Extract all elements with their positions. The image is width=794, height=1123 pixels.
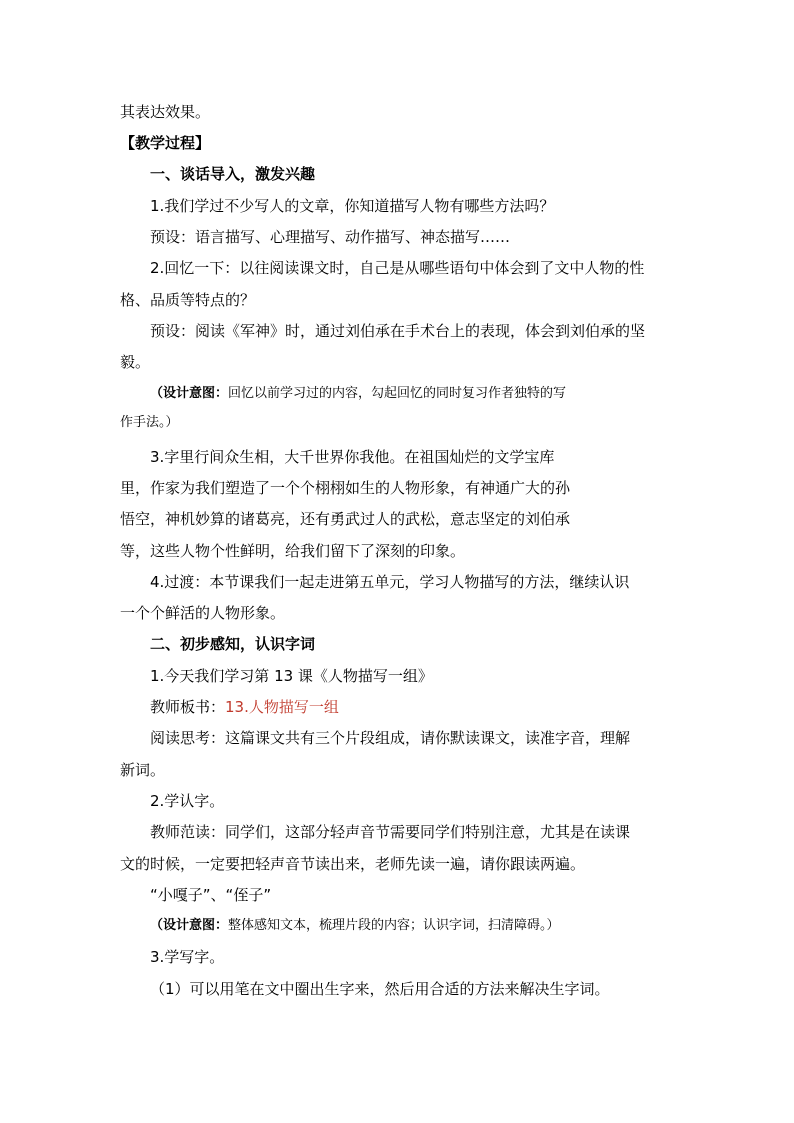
paragraph-line: 3.学写字。 xyxy=(150,948,225,966)
paragraph-line: 格、品质等特点的？ xyxy=(120,291,256,309)
design-intent-label: （设计意图： xyxy=(150,918,229,933)
paragraph-line: 教师范读：同学们，这部分轻声音节需要同学们特别注意，尤其是在读课 xyxy=(150,823,631,841)
design-intent-note xyxy=(150,916,560,936)
paragraph-line: 等，这些人物个性鲜明，给我们留下了深刻的印象。 xyxy=(120,542,466,560)
section-title: 【教学过程】 xyxy=(120,134,211,152)
part-heading: 二、初步感知，认识字词 xyxy=(150,635,316,653)
paragraph-line: 4.过渡：本节课我们一起走进第五单元，学习人物描写的方法，继续认识 xyxy=(150,573,630,591)
paragraph-line: （1）可以用笔在文中圈出生字来，然后用合适的方法来解决生字词。 xyxy=(150,980,610,998)
part-heading: 一、谈话导入，激发兴趣 xyxy=(150,165,316,183)
board-label: 教师板书： xyxy=(150,698,226,716)
paragraph-line: 其表达效果。 xyxy=(120,103,211,121)
design-intent-text: 回忆以前学习过的内容，勾起回忆的同时复习作者独特的写 xyxy=(228,386,567,401)
paragraph-line: 新词。 xyxy=(120,761,166,779)
paragraph-line: 里，作家为我们塑造了一个个栩栩如生的人物形象，有神通广大的孙 xyxy=(120,479,571,497)
design-intent-label: （设计意图： xyxy=(150,386,229,401)
board-writing-line xyxy=(150,697,339,717)
paragraph-line: “小嘎子”、“侄子” xyxy=(150,886,272,904)
paragraph-line: 一个个鲜活的人物形象。 xyxy=(120,604,286,622)
paragraph-line: 毅。 xyxy=(120,353,151,371)
paragraph-line: 3.字里行间众生相，大千世界你我他。在祖国灿烂的文学宝库 xyxy=(150,448,555,466)
paragraph-line: 悟空，神机妙算的诸葛亮，还有勇武过人的武松，意志坚定的刘伯承 xyxy=(120,510,571,528)
board-text: 13.人物描写一组 xyxy=(225,698,339,716)
paragraph-line: 2.回忆一下：以往阅读课文时，自己是从哪些语句中体会到了文中人物的性 xyxy=(150,259,645,277)
paragraph-line: 预设：阅读《军神》时，通过刘伯承在手术台上的表现，体会到刘伯承的坚 xyxy=(150,322,646,340)
paragraph-line: 1.今天我们学习第 13 课《人物描写一组》 xyxy=(150,667,433,685)
design-intent-continued: 作手法。） xyxy=(120,415,179,430)
paragraph-line: 2.学认字。 xyxy=(150,792,225,810)
paragraph-line: 阅读思考：这篇课文共有三个片段组成，请你默读课文，读准字音，理解 xyxy=(150,729,631,747)
design-intent-text: 整体感知文本，梳理片段的内容；认识字词，扫清障碍。） xyxy=(228,918,560,933)
paragraph-line: 1.我们学过不少写人的文章，你知道描写人物有哪些方法吗？ xyxy=(150,197,555,215)
paragraph-line: 文的时候，一定要把轻声音节读出来，老师先读一遍，请你跟读两遍。 xyxy=(120,855,586,873)
design-intent-note xyxy=(150,384,566,404)
paragraph-line: 预设：语言描写、心理描写、动作描写、神态描写…… xyxy=(150,228,511,246)
